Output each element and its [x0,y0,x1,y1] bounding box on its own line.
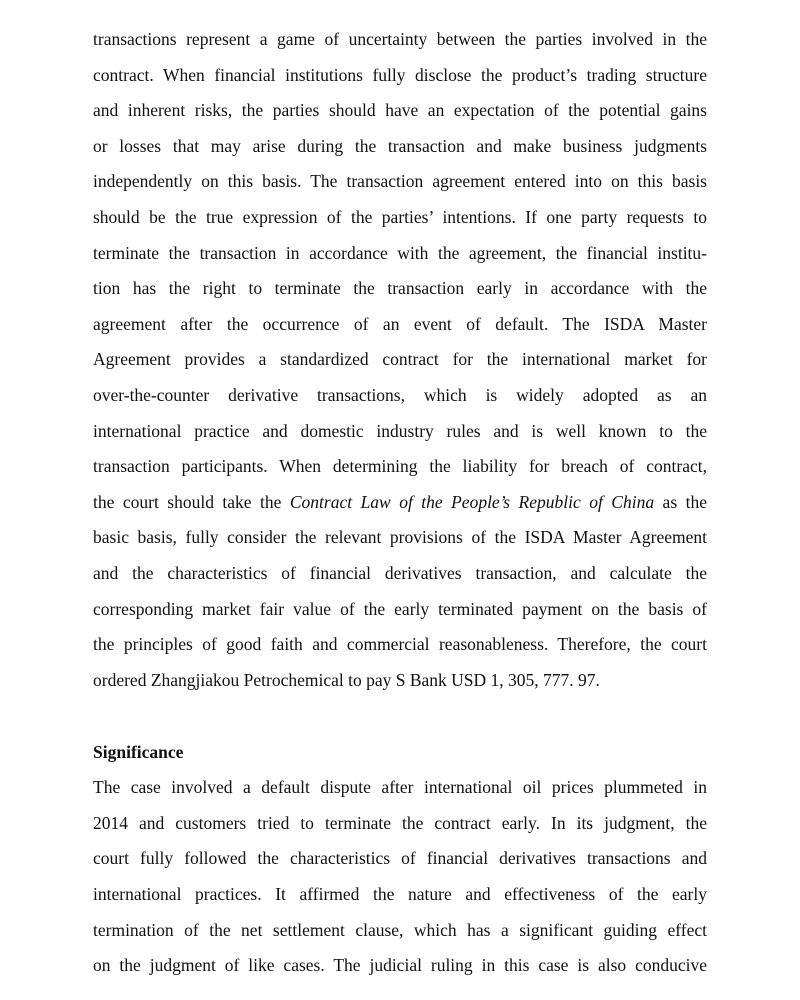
text-line: termination of the net settlement clause, which has a significant guiding effect [93,919,707,940]
body-paragraph [93,22,707,698]
text-segment: the court should take the [93,491,290,512]
text-line: basic basis, fully consider the relevant provisions of the ISDA Master Agreement [93,527,707,548]
text-line: transactions represent a game of uncertainty between the parties involved in the [93,29,707,49]
section-heading: Significance [93,742,184,763]
text-line: international practices. It affirmed the nature and effectiveness of the early [93,884,707,905]
text-line: tion has the right to terminate the transaction early in accordance with the [93,278,707,299]
paragraph-gap [93,698,707,734]
text-line: ordered Zhangjiakou Petrochemical to pay S Bank USD 1, 305, 777. 97. [93,669,600,690]
text-line: and inherent risks, the parties should have an expectation of the potential gains [93,100,707,121]
text-line: the principles of good faith and commercial reasonableness. Therefore, the court [93,634,707,655]
text-line-with-citation [93,485,707,521]
text-line: over-the-counter derivative transactions, which is widely adopted as an [93,384,707,405]
statute-title: Contract Law of the People’s Republic of China [289,491,655,512]
text-segment: as the [654,491,707,512]
text-line: should be the true expression of the parties’ intentions. If one party requests to [93,206,707,227]
text-line: contract. When financial institutions fully disclose the product’s trading structure [93,64,707,85]
text-line: agreement after the occurrence of an event of default. The ISDA Master [93,313,707,334]
text-line: independently on this basis. The transaction agreement entered into on this basis [93,171,707,192]
text-line: on the judgment of like cases. The judicial ruling in this case is also conducive [93,955,707,976]
text-line: corresponding market fair value of the early terminated payment on the basis of [93,598,707,619]
significance-paragraph [93,770,707,984]
text-line: international practice and domestic industry rules and is well known to the [93,420,707,441]
text-line: or losses that may arise during the transaction and make business judgments [93,135,707,156]
text-line: terminate the transaction in accordance with the agreement, the financial institu- [93,242,707,263]
text-line: The case involved a default dispute after international oil prices plummeted in [93,777,707,798]
text-line: transaction participants. When determining the liability for breach of contract, [93,456,707,477]
text-line: court fully followed the characteristics of financial derivatives transactions and [93,848,707,869]
text-line: and the characteristics of financial derivatives transaction, and calculate the [93,562,707,583]
document-page [93,22,707,984]
text-line: Agreement provides a standardized contract for the international market for [93,349,707,370]
text-line: 2014 and customers tried to terminate the contract early. In its judgment, the [93,812,707,833]
